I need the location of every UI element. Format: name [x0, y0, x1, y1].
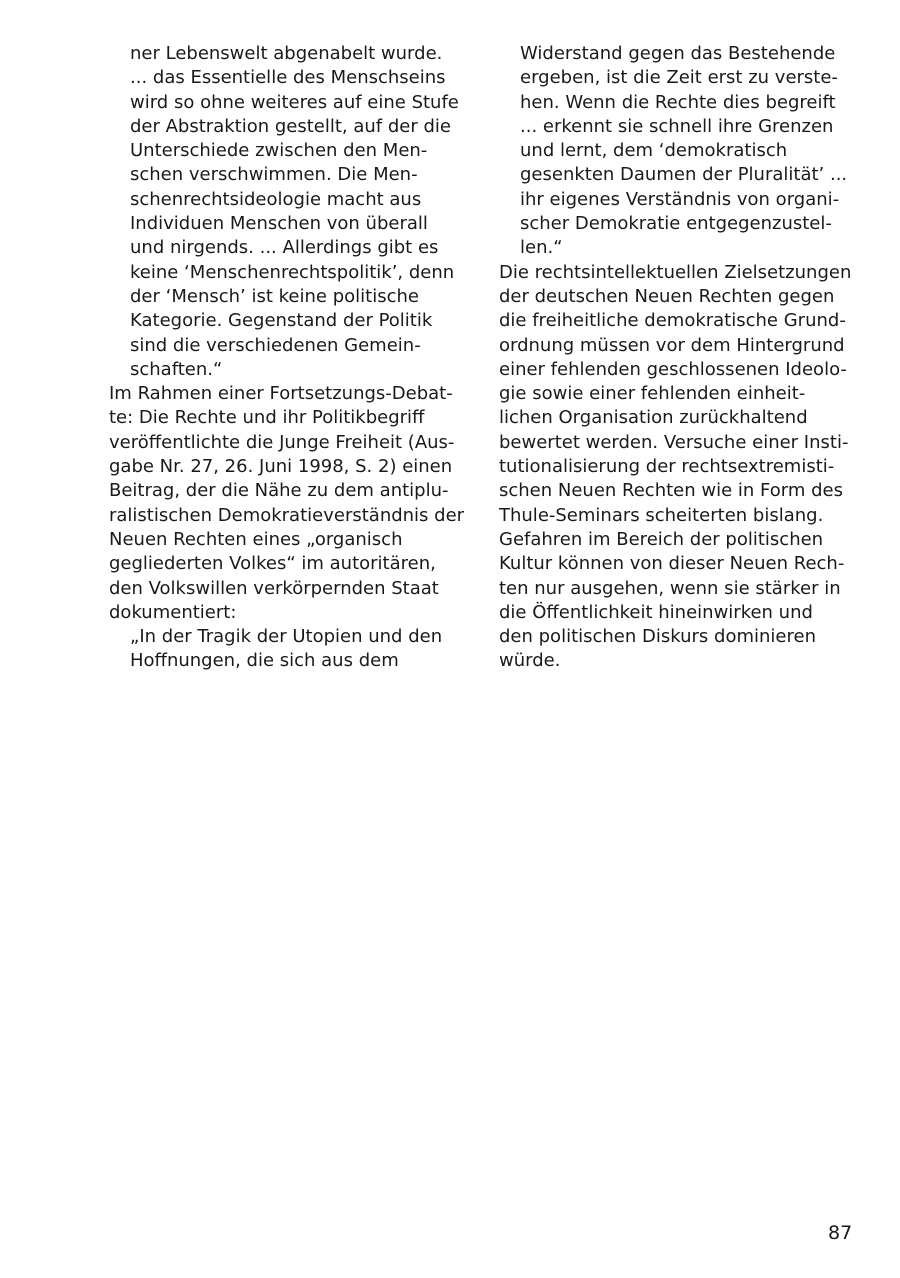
paragraph-line: tutionalisierung der rechtsextremisti- [499, 456, 835, 478]
paragraph-line: Beitrag, der die Nähe zu dem antiplu- [109, 480, 449, 502]
paragraph-line: te: Die Rechte und ihr Politikbegriff [109, 407, 425, 429]
quote-line: und nirgends. ... Allerdings gibt es [130, 237, 439, 259]
page-number: 87 [828, 1222, 853, 1244]
quote-line: „In der Tragik der Utopien und den [130, 626, 443, 648]
quote-line: der Abstraktion gestellt, auf der die [130, 115, 451, 137]
paragraph-line: Neuen Rechten eines „organisch [109, 528, 403, 550]
paragraph-line: würde. [499, 650, 561, 672]
quote-line: Kategorie. Gegenstand der Politik [130, 310, 433, 332]
block-quote-start [109, 625, 469, 674]
paragraph-line: Gefahren im Bereich der politischen [499, 528, 824, 550]
paragraph-line: Im Rahmen einer Fortsetzungs-Debat- [109, 383, 453, 405]
paragraph-line: gabe Nr. 27, 26. Juni 1998, S. 2) einen [109, 456, 453, 478]
block-quote-continued [499, 42, 859, 261]
quote-line: ... erkennt sie schnell ihre Grenzen [520, 115, 834, 137]
quote-line: len.“ [520, 237, 563, 259]
paragraph-line: lichen Organisation zurückhaltend [499, 407, 808, 429]
paragraph-line: Kultur können von dieser Neuen Rech- [499, 553, 845, 575]
quote-line: wird so ohne weiteres auf eine Stufe [130, 91, 459, 113]
paragraph-line: ralistischen Demokratieverständnis der [109, 504, 465, 526]
quote-line: ihr eigenes Verständnis von organi- [520, 188, 840, 210]
quote-line: scher Demokratie entgegenzustel- [520, 213, 832, 235]
left-column [109, 42, 469, 674]
quote-line: Individuen Menschen von überall [130, 213, 428, 235]
paragraph-line: gie sowie einer fehlenden einheit- [499, 383, 806, 405]
quote-line: sind die verschiedenen Gemein- [130, 334, 421, 356]
paragraph-line: der deutschen Neuen Rechten gegen [499, 285, 835, 307]
quote-line: schaften.“ [130, 358, 223, 380]
quote-line: Widerstand gegen das Bestehende [520, 43, 836, 64]
paragraph-line: Thule-Seminars scheiterten bislang. [499, 504, 824, 526]
body-paragraph [109, 382, 469, 625]
paragraph-line: Die rechtsintellektuellen Zielsetzungen [499, 261, 852, 283]
quote-line: keine ‘Menschenrechtspolitik’, denn [130, 261, 455, 283]
quote-line: Hoffnungen, die sich aus dem [130, 650, 399, 672]
right-column [499, 42, 859, 674]
quote-line: ner Lebenswelt abgenabelt wurde. [130, 43, 443, 64]
body-paragraph [499, 261, 859, 674]
paragraph-line: ten nur ausgehen, wenn sie stärker in [499, 577, 841, 599]
block-quote-end [109, 42, 469, 382]
quote-line: Unterschiede zwischen den Men- [130, 140, 428, 162]
quote-line: gesenkten Daumen der Pluralität’ ... [520, 164, 848, 186]
quote-line: ergeben, ist die Zeit erst zu verste- [520, 67, 838, 89]
quote-line: ... das Essentielle des Menschseins [130, 67, 446, 89]
quote-line: der ‘Mensch’ ist keine politische [130, 285, 419, 307]
paragraph-line: einer fehlenden geschlossenen Ideolo- [499, 358, 847, 380]
quote-line: schen verschwimmen. Die Men- [130, 164, 418, 186]
paragraph-line: die freiheitliche demokratische Grund- [499, 310, 846, 332]
paragraph-line: gegliederten Volkes“ im autoritären, [109, 553, 436, 575]
paragraph-line: dokumentiert: [109, 601, 237, 623]
paragraph-line: bewertet werden. Versuche einer Insti- [499, 431, 849, 453]
paragraph-line: veröffentlichte die Junge Freiheit (Aus- [109, 431, 455, 453]
quote-line: schenrechtsideologie macht aus [130, 188, 422, 210]
paragraph-line: den Volkswillen verkörpernden Staat [109, 577, 439, 599]
quote-line: und lernt, dem ‘demokratisch [520, 140, 788, 162]
quote-line: hen. Wenn die Rechte dies begreift [520, 91, 836, 113]
paragraph-line: den politischen Diskurs dominieren [499, 626, 816, 648]
paragraph-line: schen Neuen Rechten wie in Form des [499, 480, 843, 502]
paragraph-line: ordnung müssen vor dem Hintergrund [499, 334, 845, 356]
paragraph-line: die Öffentlichkeit hineinwirken und [499, 601, 813, 623]
